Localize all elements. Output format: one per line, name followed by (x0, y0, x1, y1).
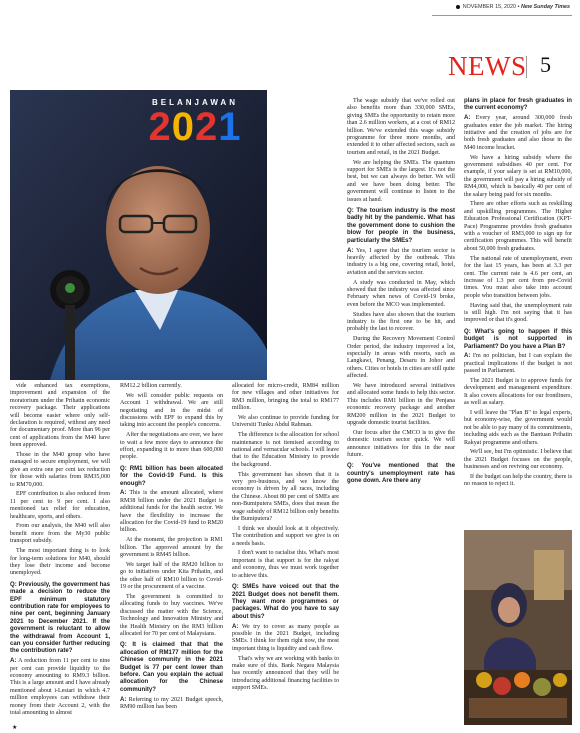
article-paragraph: allocated for micro-credit, RM84 million for new villages and other initiatives for RM3 million, bringing the total to RM177 million. (232, 383, 339, 412)
article-paragraph: vide enhanced tax exemptions, improvement and expansion of the moratorium under the Prihatin economic recovery package. Their applications will become easier where only self-declaration is required, without any need for documentary proof. More than 96 per cent of applications from the M40 have been approved. (10, 383, 110, 449)
section-name: NEWS (448, 51, 527, 81)
interview-answer (232, 624, 339, 654)
answer-text: We try to cover as many people as possible in the 2021 Budget, including SMEs. I think for them right now, the most important thing is liquidity and cash flow. (232, 623, 339, 652)
interview-answer (464, 353, 572, 375)
end-star-icon: ★ (12, 725, 18, 731)
article-paragraph: I will leave the "Plan B" to legal experts, but economy-wise, the government would not be able to pay many of its commitments, including aids such as the Bantuan Prihatin Rakyat programme and others. (464, 409, 572, 446)
page-header (0, 0, 580, 90)
logo-digit: 1 (218, 105, 242, 149)
answer-lead: A: (232, 623, 239, 630)
logo-word: BELANJAWAN (151, 98, 238, 107)
article-paragraph: Those in the M40 group who have managed to secure employment, we will give an extra one per cent tax reduction for those with salaries from RM35,000 to RM70,000. (10, 452, 110, 488)
article-paragraph: Having said that, the unemployment rate is still high. I'm not saying that it has improved or that it's good. (464, 302, 572, 324)
section-divider (526, 56, 527, 78)
answer-lead: A: (120, 490, 127, 497)
interview-answer (120, 490, 223, 534)
interview-answer (10, 658, 110, 717)
article-paragraph: The government is committed to allocating funds to buy vaccines. We've discussed the matter with the Science, Technology and Innovation Ministry and the Health Ministry on the RM3 billion allocated for 70 per cent of Malaysians. (120, 593, 223, 637)
answer-text: A reduction from 11 per cent to nine per cent can provide liquidity to the economy amounting to RM9.3 billion. This is a large amount and I have already mentioned about i-Lestari in which 4.7 million employees can withdraw their money from their Account 2, with the total amounting to almost (10, 658, 110, 717)
bullet-icon (456, 5, 460, 9)
logo-digit: 0 (171, 105, 195, 149)
article-paragraph: We have introduced several initiatives and allocated some funds to help this sector. This includes RM1 billion in the Penjana economic recovery package and another RM200 million in the 2021 Budget to upgrade domestic tourist facilities. (347, 382, 455, 426)
article-paragraph: We have a hiring subsidy where the government subsidises 40 per cent. For example, if your salary is set at RM10,000, the government will pay a hiring subsidy of RM4,000, which is basically 40 per cent of the salary being paid for six months. (464, 154, 572, 198)
answer-lead: A: (10, 658, 17, 665)
article-column-5 (464, 98, 572, 491)
article-paragraph: We'll see, but I'm optimistic. I believe that the 2021 Budget focuses on the people, businesses and on reviving our economy. (464, 449, 572, 471)
article-column-2 (120, 383, 223, 714)
article-paragraph: If the budget can help the country, there is no reason to reject it. (464, 474, 572, 488)
answer-text: Yes, I agree that the tourism sector is heavily affected by the outbreak. This industry is a big one, covering retail, hotel, aviation and the services sector. (347, 247, 455, 276)
vendor-photo-art (464, 530, 572, 725)
minister-photo (10, 90, 267, 380)
article-paragraph: I think we should look at it objectively. The contribution and support we give is on a needs basis. (232, 525, 339, 547)
answer-text: Every year, around 300,000 fresh graduates enter the job market. The hiring initiative and the creation of jobs are for both fresh graduates and also those in the M40 income bracket. (464, 115, 572, 151)
answer-lead: A: (464, 353, 471, 360)
interview-answer (120, 697, 223, 712)
publication-name: New Sunday Times (520, 4, 570, 10)
header-rule (432, 15, 572, 16)
answer-lead: A: (120, 696, 127, 703)
answer-text: Referring to my 2021 Budget speech, RM90 million has been (120, 696, 223, 710)
article-paragraph: RM12.2 billion currently. (120, 383, 182, 389)
article-paragraph: We target half of the RM20 billion to go to initiatives under Kita Prihatin, and the other half of RM10 billion to Covid-19 or the procurement of a vaccine. (120, 561, 223, 591)
article-paragraph: From our analysis, the M40 will also benefit more from the My30 public transport subsidy. (10, 523, 110, 545)
page-number: 5 (540, 52, 551, 77)
article-paragraph: Studies have also shown that the tourism industry is the first one to be hit, and probably the last to recover. (347, 311, 455, 333)
article-paragraph: At the moment, the projection is RM1 billion. The approved amount by the government is RM45 billion. (120, 537, 223, 559)
article-paragraph: We are helping the SMEs. The quantum support for SMEs is the largest. It's not the best, but we can always do better. We will and we have been doing better. The government will continue to listen to the issues at hand. (347, 159, 455, 203)
article-paragraph: A study was conducted in May, which showed that the industry was affected since February when news of Covid-19 broke, even before the MCO was implemented. (347, 279, 455, 308)
logo-digit: 2 (148, 105, 172, 149)
article-paragraph: The 2021 Budget is to approve funds for development and management expenditure. It also covers allocations for our frontliners, as well as salary. (464, 377, 572, 407)
article-paragraph: After the negotiations are over, we have to wait a few more days to announce the effort, expanding it to more than 600,000 people. (120, 432, 223, 461)
interview-question: Q: The tourism industry is the most badly hit by the pandemic. What has the government done to cushion the blow for people in the business, particularly the SMEs? (347, 208, 455, 244)
date-separator: • (517, 4, 520, 10)
article-paragraph: The national rate of unemployment, even for the last 15 years, has been at 3.3 per cent. The current rate is 4.6 per cent, an increase of 1.3 per cent from pre-Covid times. You must also take into account people who transition between jobs. (464, 255, 572, 299)
article-paragraph: The wage subsidy that we've rolled out also benefits more than 330,000 SMEs, giving SMEs the opportunity to retain more than 2.6 million workers, at a cost of RM12 billion. We've extended this wage subsidy programme for three more months, and extended it to other affected sectors, such as tourism and retail, in the 2021 Budget. (347, 98, 455, 156)
interview-question: Q: RM1 billion has been allocated for the Covid-19 Fund. Is this enough? (120, 465, 223, 487)
answer-lead: A: (347, 247, 354, 254)
article-column-3 (232, 383, 339, 695)
logo-digit: 2 (195, 105, 219, 149)
date-line (456, 4, 570, 10)
article-column-4 (347, 98, 455, 488)
interview-question: plans in place for fresh graduates in the current economy? (464, 98, 572, 112)
interview-answer (464, 115, 572, 152)
answer-lead: A: (464, 115, 471, 122)
article-column-1 (10, 383, 110, 720)
article-paragraph: This government has shown that it is very pro-business, and we know the economy is driven by all races, including the Chinese. About 80 per cent of SMEs are non-Bumiputera SMEs, does that mean the wage subsidy of RM12 billion only benefits the Bumiputera? (232, 471, 339, 523)
interview-question: Q: SMEs have voiced out that the 2021 Budget does not benefit them. They want more programmes or packages. What do you have to say about this? (232, 584, 339, 620)
article-paragraph: I don't want to racialise this. What's most important is that support is for the rakyat and economy, thus we must work together to achieve this. (232, 550, 339, 579)
article-paragraph: That's why we are working with banks to make sure of this. Bank Negara Malaysia has recently announced that they will be introducing additional financing facilities to support SMEs. (232, 655, 339, 692)
issue-date: NOVEMBER 15, 2020 (462, 4, 517, 10)
interview-question: Q: Previously, the government has made a decision to reduce the EPF minimum statutory contribution rate for employees to nine per cent, beginning January 2021 to December 2021. If the government is reluctant to allow the withdrawal from Account 1, can you consider further reducing the contribution rate? (10, 581, 110, 655)
article-paragraph: The difference is the allocation for school maintenance is not itemised according to national and vernacular schools. I will leave that to the Education Ministry to provide the background. (232, 432, 339, 468)
article-paragraph: EPF contribution is also reduced from 11 per cent to 9 per cent. I also mentioned tax relief for education, healthcare, sports, and others. (10, 491, 110, 520)
interview-question: Q: You've mentioned that the country's unemployment rate has gone down. Are there any (347, 463, 455, 485)
article-paragraph: During the Recovery Movement Control Order period, the industry improved a lot, especially in areas with resorts, such as Langkawi, Penang, Desaru in Johor and others. Cities or hotels in cities are still quite affected. (347, 336, 455, 380)
interview-question: Q: It is claimed that that the allocation of RM177 million for the Chinese community in the 2021 Budget is 77 per cent lower than before. Can you explain the actual allocation for the Chinese community? (120, 642, 223, 693)
article-paragraph: We will consider public requests on Account 1 withdrawal. We are still negotiating and in the midst of discussions with EPF to expand this by taking into account the people's concerns. (120, 392, 223, 429)
article-paragraph: Our focus after the CMCO is to give the domestic tourism sector quick. We will announce initiatives for this in the near future. (347, 429, 455, 459)
interview-answer (347, 248, 455, 278)
answer-text: This is the amount allocated, where RM38 billion under the 2021 Budget is additional funds for the health sector. We have the flexibility to increase the allocation for the Covid-19 fund to RM20 billion. (120, 490, 223, 534)
logo-year (140, 107, 250, 147)
belanjawan-2021-logo (140, 98, 250, 147)
article-paragraph: The most important thing is to look for long-term solutions for M40, should they lose their income and become unemployed. (10, 548, 110, 577)
interview-question: Q: What's going to happen if this budget is not supported in Parliament? Do you have a Plan B? (464, 328, 572, 350)
answer-text: I'm no politician, but I can explain the practical implications if the budget is not passed in Parliament. (464, 353, 572, 375)
vendor-photo (464, 530, 572, 725)
article-paragraph: There are other efforts such as reskilling and upskilling programmes. The Higher Education Professional Certification (KPT-Pace) Programme provides fresh graduates with a voucher of RM3,000 to sign up for certification programmes. This will benefit about 50,000 fresh graduates. (464, 201, 572, 252)
article-paragraph: We also continue to provide funding for Universiti Tunku Abdul Rahman. (232, 415, 339, 429)
